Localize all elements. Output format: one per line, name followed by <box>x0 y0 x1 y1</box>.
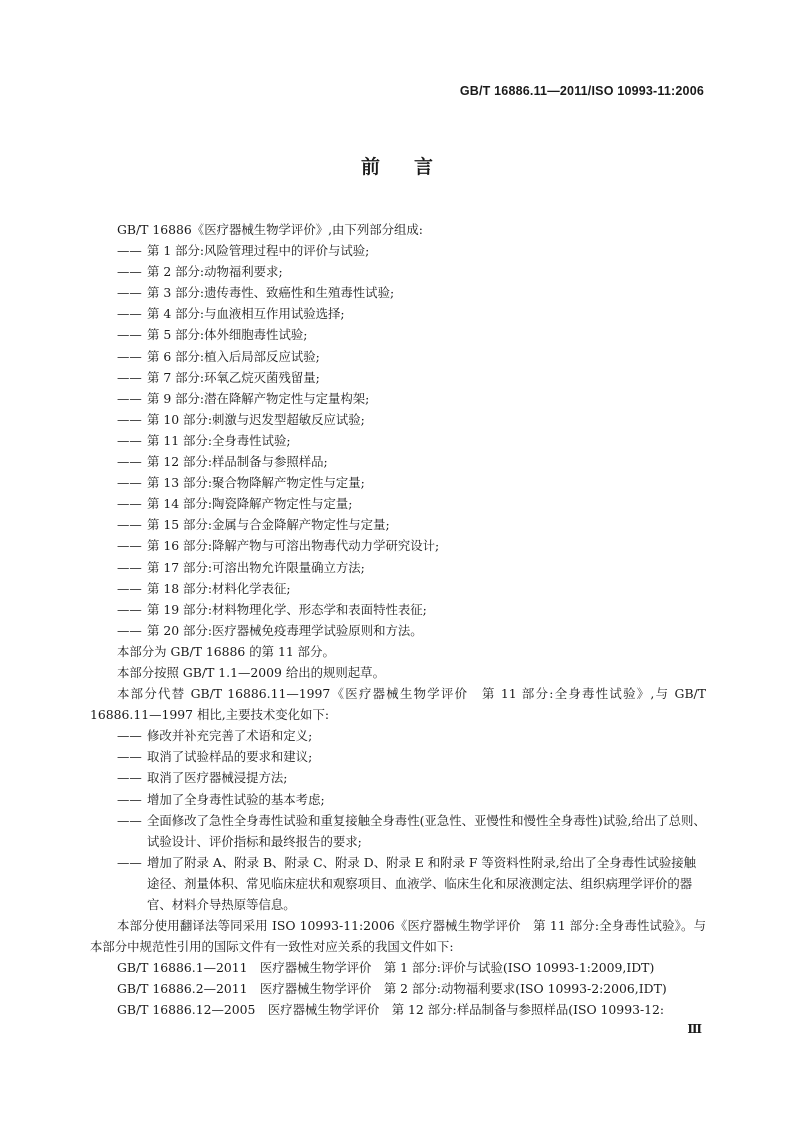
dash-marker: —— <box>117 369 142 385</box>
list-item: —— 增加了附录 A、附录 B、附录 C、附录 D、附录 E 和附录 F 等资料性附录,给出了全身毒性试验接触途径、剂量体积、常见临床症状和观察项目、血液学、临床生化和尿液测定法、组织病理学评价的器官、材料介导热原等信息。 <box>90 852 706 915</box>
page-number: Ⅲ <box>687 1022 702 1036</box>
dash-marker: —— <box>117 854 142 870</box>
list-item: —— 第 4 部分:与血液相互作用试验选择; <box>90 303 706 324</box>
document-body <box>90 219 706 1021</box>
list-item: —— 取消了试验样品的要求和建议; <box>90 746 706 767</box>
list-item: —— 全面修改了急性全身毒性试验和重复接触全身毒性(亚急性、亚慢性和慢性全身毒性)试验,给出了总则、试验设计、评价指标和最终报告的要求; <box>90 810 706 852</box>
list-item: —— 取消了医疗器械浸提方法; <box>90 767 706 788</box>
dash-marker: —— <box>117 243 142 259</box>
dash-marker: —— <box>117 306 142 322</box>
dash-marker: —— <box>117 517 142 533</box>
dash-marker: —— <box>117 812 142 828</box>
list-item: —— 第 18 部分:材料化学表征; <box>90 578 706 599</box>
dash-marker: —— <box>117 327 142 343</box>
list-item: —— 第 20 部分:医疗器械免疫毒理学试验原则和方法。 <box>90 620 706 641</box>
dash-marker: —— <box>117 348 142 364</box>
dash-marker: —— <box>117 580 142 596</box>
list-item: —— 修改并补充完善了术语和定义; <box>90 725 706 746</box>
parts-list <box>90 240 706 641</box>
dash-marker: —— <box>117 601 142 617</box>
list-item: —— 第 17 部分:可溶出物允许限量确立方法; <box>90 557 706 578</box>
references-list <box>90 957 706 1020</box>
intro-paragraph: GB/T 16886《医疗器械生物学评价》,由下列部分组成: <box>117 222 423 237</box>
list-item: —— 第 10 部分:刺激与迟发型超敏反应试验; <box>90 409 706 430</box>
dash-marker: —— <box>117 538 142 554</box>
reference-line: GB/T 16886.1—2011 医疗器械生物学评价 第 1 部分:评价与试验(ISO 10993-1:2009,IDT) <box>117 960 655 976</box>
list-item: —— 第 1 部分:风险管理过程中的评价与试验; <box>90 240 706 261</box>
list-item: —— 第 6 部分:植入后局部反应试验; <box>90 346 706 367</box>
part-statement: 本部分为 GB/T 16886 的第 11 部分。 <box>117 643 335 659</box>
dash-marker: —— <box>117 622 142 638</box>
list-item: —— 第 14 部分:陶瓷降解产物定性与定量; <box>90 493 706 514</box>
dash-marker: —— <box>117 411 142 427</box>
list-item: —— 第 13 部分:聚合物降解产物定性与定量; <box>90 472 706 493</box>
list-item: —— 第 19 部分:材料物理化学、形态学和表面特性表征; <box>90 599 706 620</box>
drafting-rule: 本部分按照 GB/T 1.1—2009 给出的规则起草。 <box>117 664 385 680</box>
reference-line: GB/T 16886.2—2011 医疗器械生物学评价 第 2 部分:动物福利要求(ISO 10993-2:2006,IDT) <box>117 981 667 997</box>
list-item: —— 第 15 部分:金属与合金降解产物定性与定量; <box>90 514 706 535</box>
dash-marker: —— <box>117 475 142 491</box>
dash-marker: —— <box>117 770 142 786</box>
list-item: —— 第 16 部分:降解产物与可溶出物毒代动力学研究设计; <box>90 535 706 556</box>
list-item: —— 第 12 部分:样品制备与参照样品; <box>90 451 706 472</box>
page-title: 前言 <box>360 156 467 178</box>
dash-marker: —— <box>117 285 142 301</box>
standard-code-header: GB/T 16886.11—2011/ISO 10993-11:2006 <box>459 84 704 98</box>
dash-marker: —— <box>117 559 142 575</box>
dash-marker: —— <box>117 264 142 280</box>
dash-marker: —— <box>117 496 142 512</box>
translation-paragraph: 本部分使用翻译法等同采用 ISO 10993-11:2006《医疗器械生物学评价 第 11 部分:全身毒性试验》。与本部分中规范性引用的国际文件有一致性对应关系的我国文件如下: <box>90 918 706 955</box>
list-item: —— 第 11 部分:全身毒性试验; <box>90 430 706 451</box>
list-item: —— 第 2 部分:动物福利要求; <box>90 261 706 282</box>
list-item: —— 第 9 部分:潜在降解产物定性与定量构架; <box>90 388 706 409</box>
dash-marker: —— <box>117 454 142 470</box>
dash-marker: —— <box>117 791 142 807</box>
dash-marker: —— <box>117 749 142 765</box>
list-item: —— 第 3 部分:遗传毒性、致癌性和生殖毒性试验; <box>90 282 706 303</box>
reference-line: GB/T 16886.12—2005 医疗器械生物学评价 第 12 部分:样品制备与参照样品(ISO 10993-12: <box>117 1002 665 1018</box>
dash-marker: —— <box>117 432 142 448</box>
changes-list <box>90 725 706 915</box>
dash-marker: —— <box>117 390 142 406</box>
list-item: —— 第 7 部分:环氧乙烷灭菌残留量; <box>90 367 706 388</box>
replaces-paragraph: 本部分代替 GB/T 16886.11—1997《医疗器械生物学评价 第 11 部分:全身毒性试验》,与 GB/T 16886.11—1997 相比,主要技术变化如下: <box>90 686 706 723</box>
dash-marker: —— <box>117 728 142 744</box>
list-item: —— 增加了全身毒性试验的基本考虑; <box>90 789 706 810</box>
list-item: —— 第 5 部分:体外细胞毒性试验; <box>90 324 706 345</box>
